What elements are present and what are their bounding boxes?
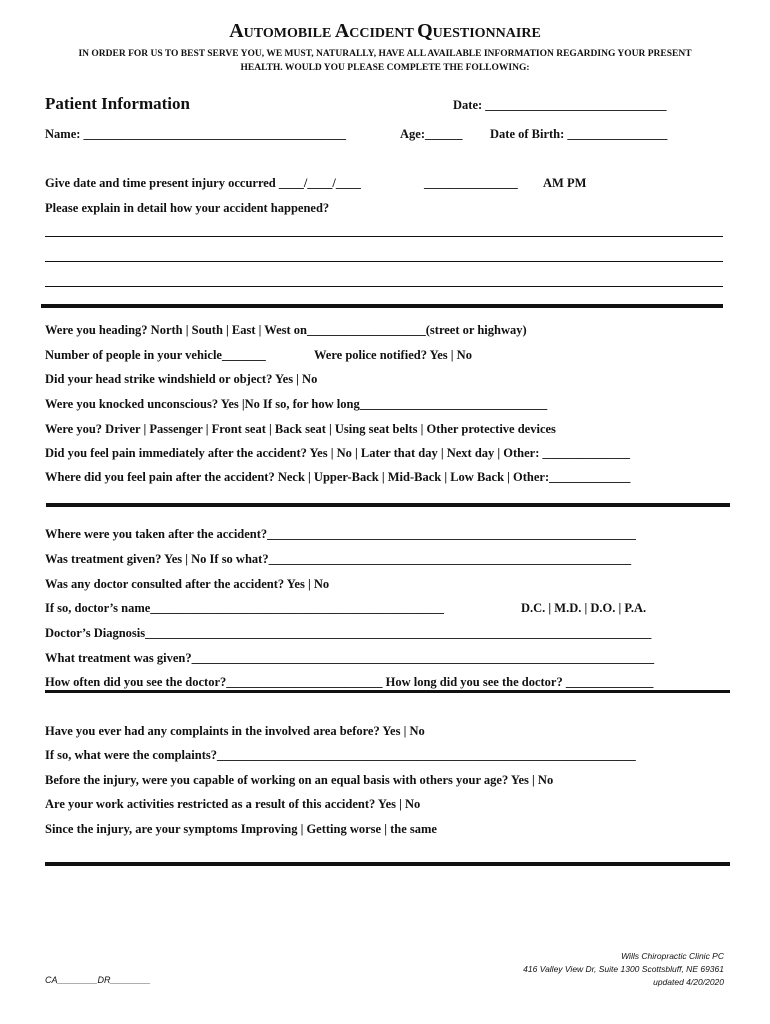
explain-line-1[interactable] bbox=[45, 236, 723, 237]
police-notified-question[interactable]: Were police notified? Yes | No bbox=[314, 348, 472, 362]
injury-date-field[interactable]: Give date and time present injury occurred ____/____/____ bbox=[45, 176, 361, 190]
section-divider-4 bbox=[45, 862, 730, 866]
doctor-frequency-field[interactable]: How often did you see the doctor?_________________________ How long did you see the doctor? ______________ bbox=[45, 675, 654, 689]
prior-complaints-field[interactable]: If so, what were the complaints?___________________________________________________________________ bbox=[45, 748, 636, 762]
work-restricted-question[interactable]: Are your work activities restricted as a result of this accident? Yes | No bbox=[45, 797, 421, 811]
dob-field[interactable]: Date of Birth: ________________ bbox=[490, 127, 668, 141]
title-cap-2: A bbox=[334, 20, 350, 42]
treatment-given-field[interactable]: Was treatment given? Yes | No If so what?__________________________________________________________ bbox=[45, 552, 632, 566]
date-field[interactable]: Date: _____________________________ bbox=[453, 98, 667, 112]
clinic-name: Wills Chiropractic Clinic PC bbox=[621, 951, 724, 961]
am-pm-choice[interactable]: AM PM bbox=[543, 176, 587, 190]
section-divider-3 bbox=[45, 690, 730, 693]
explain-prompt: Please explain in detail how your accident happened? bbox=[45, 201, 330, 215]
patient-info-heading: Patient Information bbox=[45, 94, 190, 113]
age-field[interactable]: Age:______ bbox=[400, 127, 463, 141]
work-capacity-question[interactable]: Before the injury, were you capable of working on an equal basis with others your age? Yes | No bbox=[45, 773, 554, 787]
section-divider-1 bbox=[41, 304, 723, 308]
treatment-type-field[interactable]: What treatment was given?__________________________________________________________________________ bbox=[45, 651, 655, 665]
title-cap-1: A bbox=[229, 20, 244, 42]
doctor-name-field[interactable]: If so, doctor’s name_______________________________________________ bbox=[45, 601, 445, 615]
title-rest-2: CCIDENT bbox=[349, 26, 418, 41]
doctor-credentials-choice[interactable]: D.C. | M.D. | D.O. | P.A. bbox=[521, 601, 647, 615]
title-rest-3: UESTIONNAIRE bbox=[432, 26, 541, 41]
pain-timing-question[interactable]: Did you feel pain immediately after the accident? Yes | No | Later that day | Next day | Other: ______________ bbox=[45, 446, 631, 460]
doctor-consulted-question[interactable]: Was any doctor consulted after the accident? Yes | No bbox=[45, 577, 330, 591]
taken-after-field[interactable]: Where were you taken after the accident?___________________________________________________________ bbox=[45, 527, 636, 541]
unconscious-question[interactable]: Were you knocked unconscious? Yes |No If so, for how long______________________________ bbox=[45, 397, 548, 411]
seat-position-question[interactable]: Were you? Driver | Passenger | Front seat | Back seat | Using seat belts | Other protective devices bbox=[45, 422, 556, 436]
clinic-address: 416 Valley View Dr, Suite 1300 Scottsbluff, NE 69361 bbox=[523, 964, 724, 974]
head-strike-question[interactable]: Did your head strike windshield or object? Yes | No bbox=[45, 372, 318, 386]
explain-line-2[interactable] bbox=[45, 261, 723, 262]
doctor-diagnosis-field[interactable]: Doctor’s Diagnosis_________________________________________________________________________________ bbox=[45, 626, 652, 640]
title-cap-3: Q bbox=[417, 20, 433, 42]
symptoms-question[interactable]: Since the injury, are your symptoms Improving | Getting worse | the same bbox=[45, 822, 437, 836]
title-rest-1: UTOMOBILE bbox=[243, 26, 335, 41]
name-field[interactable]: Name: __________________________________________ bbox=[45, 127, 347, 141]
prior-complaints-question[interactable]: Have you ever had any complaints in the involved area before? Yes | No bbox=[45, 724, 425, 738]
heading-direction-question[interactable]: Were you heading? North | South | East | West on___________________(street or highway) bbox=[45, 323, 527, 337]
intro-line-2: HEALTH. WOULD YOU PLEASE COMPLETE THE FOLLOWING: bbox=[240, 63, 530, 73]
form-title bbox=[0, 20, 770, 43]
injury-time-field[interactable]: _______________ bbox=[424, 176, 518, 190]
updated-date: updated 4/20/2020 bbox=[653, 977, 724, 987]
pain-location-question[interactable]: Where did you feel pain after the accident? Neck | Upper-Back | Mid-Back | Low Back | Other:_____________ bbox=[45, 470, 631, 484]
ca-dr-field[interactable]: CA________DR________ bbox=[45, 975, 151, 985]
section-divider-2 bbox=[46, 503, 730, 507]
intro-line-1: IN ORDER FOR US TO BEST SERVE YOU, WE MUST, NATURALLY, HAVE ALL AVAILABLE INFORMATION REGARDING YOUR PRESENT bbox=[78, 49, 692, 59]
explain-line-3[interactable] bbox=[45, 286, 723, 287]
people-in-vehicle-field[interactable]: Number of people in your vehicle_______ bbox=[45, 348, 266, 362]
